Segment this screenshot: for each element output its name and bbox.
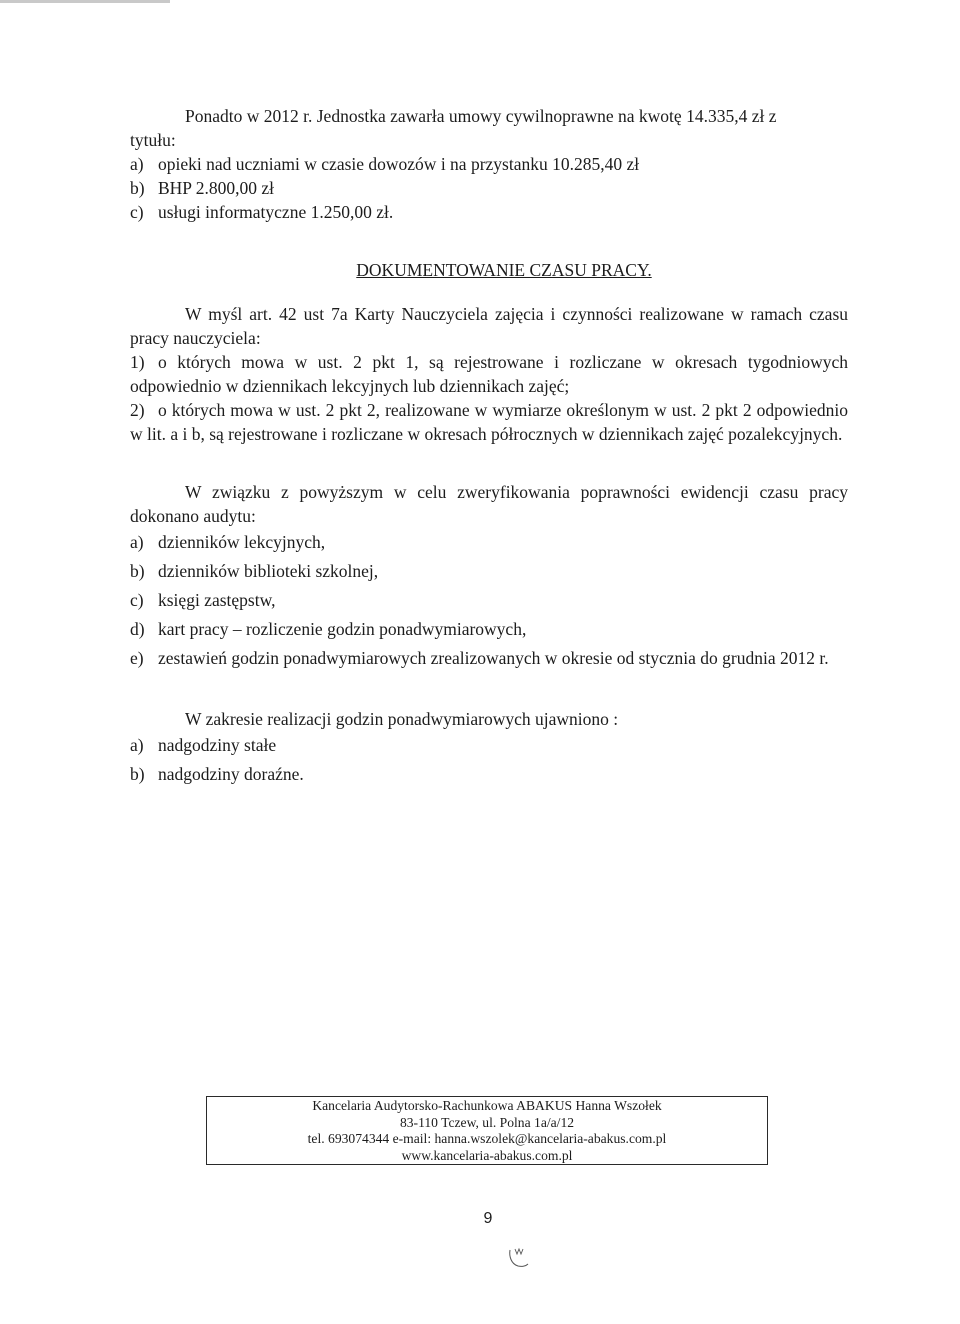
list-item-text: o których mowa w ust. 2 pkt 1, są rejestrowane i rozliczane w okresach tygodniowych odpowiednio w dziennikach lekcyjnych lub dziennikach zajęć; xyxy=(130,352,848,396)
list-item xyxy=(130,586,848,615)
list-item-label: b) xyxy=(130,561,145,581)
list-item-text: o których mowa w ust. 2 pkt 2, realizowane w wymiarze określonym w ust. 2 pkt 2 odpowiednio w lit. a i b, są rejestrowane i rozliczane w okresach półrocznych w dziennikach zajęć pozalekcyjnych. xyxy=(130,400,848,444)
list-item xyxy=(130,760,848,789)
footer-website: www.kancelaria-abakus.com.pl xyxy=(401,1147,573,1163)
section1-paragraph: W myśl art. 42 ust 7a Karty Nauczyciela zajęcia i czynności realizowane w ramach czasu pracy nauczyciela: xyxy=(130,304,848,348)
page-number: 9 xyxy=(483,1210,493,1227)
footer-contact-box xyxy=(206,1096,768,1165)
list-item-text: nadgodziny stałe xyxy=(158,735,277,755)
list-item-text: zestawień godzin ponadwymiarowych zrealizowanych w okresie od stycznia do grudnia 2012 r. xyxy=(158,648,829,668)
list-item-label: 2) xyxy=(130,400,145,420)
list-item-text: dzienników lekcyjnych, xyxy=(158,532,326,552)
section2-list xyxy=(130,528,848,673)
intro-first-line: Ponadto w 2012 r. Jednostka zawarła umowy cywilnoprawne na kwotę 14.335,4 zł z xyxy=(185,106,777,126)
list-item-text: dzienników biblioteki szkolnej, xyxy=(158,561,379,581)
list-item-label: a) xyxy=(130,532,144,552)
list-item-label: b) xyxy=(130,178,145,198)
document-body xyxy=(130,104,848,789)
list-item xyxy=(130,176,848,200)
list-item-text: księgi zastępstw, xyxy=(158,590,276,610)
scan-edge-mark xyxy=(0,0,170,3)
list-item-label: a) xyxy=(130,735,144,755)
list-item-label: e) xyxy=(130,648,144,668)
list-item xyxy=(130,350,848,398)
list-item-label: a) xyxy=(130,154,144,174)
list-item xyxy=(130,557,848,586)
list-item xyxy=(130,615,848,644)
footer-address: 83-110 Tczew, ul. Polna 1a/a/12 xyxy=(399,1114,575,1130)
list-item-text: usługi informatyczne 1.250,00 zł. xyxy=(158,202,394,222)
footer-contact: tel. 693074344 e-mail: hanna.wszolek@kancelaria-abakus.com.pl xyxy=(307,1131,667,1146)
intro-list xyxy=(130,152,848,224)
list-item xyxy=(130,398,848,446)
list-item xyxy=(130,528,848,557)
footer-company-name: Kancelaria Audytorsko-Rachunkowa ABAKUS Hanna Wszołek xyxy=(312,1098,662,1113)
list-item-label: d) xyxy=(130,619,145,639)
section3-paragraph: W zakresie realizacji godzin ponadwymiarowych ujawniono : xyxy=(185,709,619,729)
handwritten-initials-icon xyxy=(506,1246,534,1270)
section-heading: DOKUMENTOWANIE CZASU PRACY. xyxy=(356,260,652,280)
list-item-label: 1) xyxy=(130,352,145,372)
intro-second-line: tytułu: xyxy=(130,130,176,150)
list-item-label: c) xyxy=(130,202,144,222)
list-item-label: b) xyxy=(130,764,145,784)
section1-list xyxy=(130,350,848,446)
section2-paragraph: W związku z powyższym w celu zweryfikowania poprawności ewidencji czasu pracy dokonano audytu: xyxy=(130,482,848,526)
list-item-text: nadgodziny doraźne. xyxy=(158,764,304,784)
list-item xyxy=(130,152,848,176)
list-item xyxy=(130,644,848,673)
list-item-text: opieki nad uczniami w czasie dowozów i na przystanku 10.285,40 zł xyxy=(158,154,640,174)
list-item-label: c) xyxy=(130,590,144,610)
section3-list xyxy=(130,731,848,789)
list-item-text: BHP 2.800,00 zł xyxy=(158,178,275,198)
list-item-text: kart pracy – rozliczenie godzin ponadwymiarowych, xyxy=(158,619,527,639)
list-item xyxy=(130,731,848,760)
list-item xyxy=(130,200,848,224)
